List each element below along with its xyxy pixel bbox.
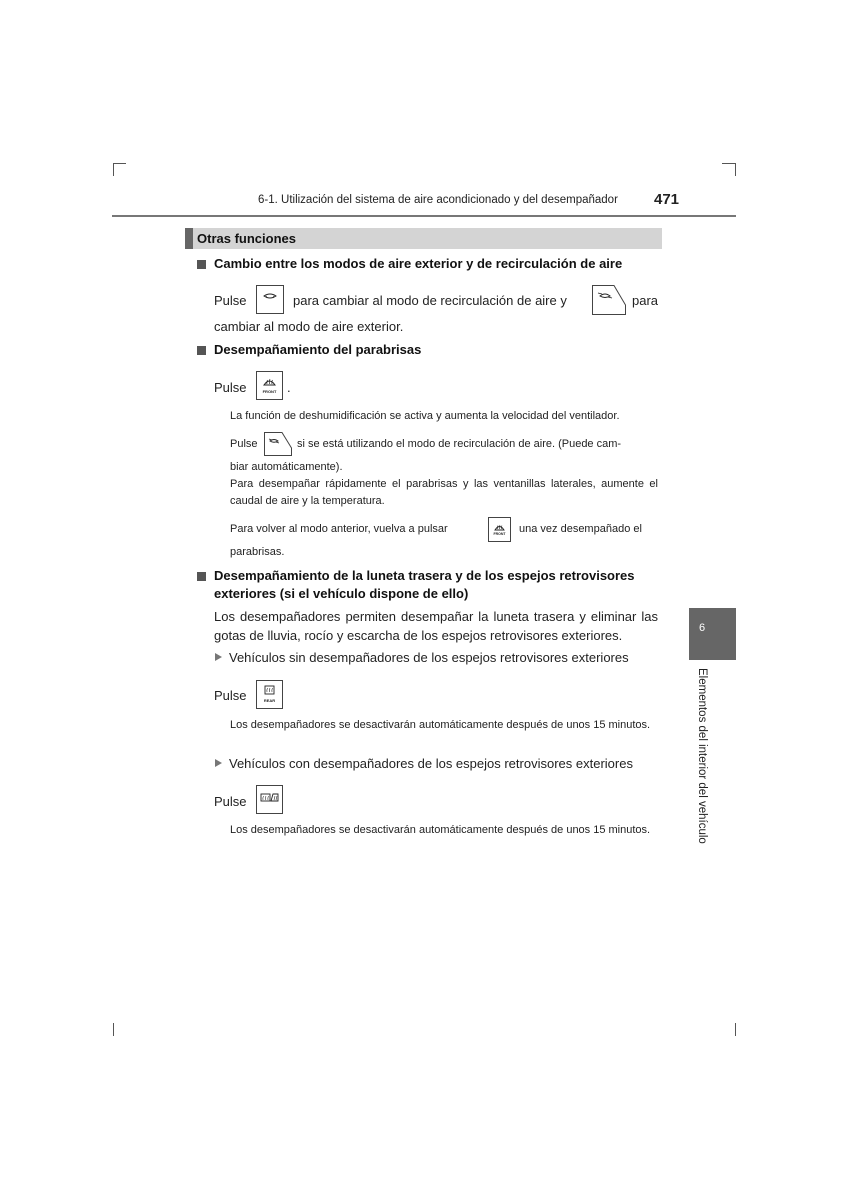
rear-intro: Los desempañadores permiten desempañar la luneta trasera y eliminar las gotas de lluvia, rocío y escarcha de los espejos retrovisores exteriores. bbox=[214, 609, 658, 643]
outside-air-button[interactable] bbox=[592, 285, 626, 315]
chapter-side-label: Elementos del interior del vehículo bbox=[696, 668, 708, 844]
windshield-note-2-line2: biar automáticamente). bbox=[230, 461, 343, 473]
windshield-note-1: La función de deshumidificación se activa y aumenta la velocidad del ventilador. bbox=[230, 410, 620, 422]
chapter-tab bbox=[689, 608, 736, 660]
windshield-note-2-rest: si se está utilizando el modo de recirculación de aire. (Puede cam- bbox=[297, 438, 622, 450]
chapter-number: 6 bbox=[699, 622, 706, 634]
page-number: 471 bbox=[654, 191, 680, 208]
recirculation-icon bbox=[257, 286, 283, 313]
rear-case-1-note: Los desempañadores se desactivarán automáticamente después de unos 15 minutos. bbox=[230, 719, 651, 731]
outside-air-icon bbox=[264, 432, 292, 456]
crop-mark-top-right-h bbox=[722, 163, 735, 164]
rear-case-1-pulse: Pulse bbox=[214, 688, 247, 703]
front-defogger-button-small[interactable] bbox=[488, 517, 511, 542]
header-rule bbox=[112, 215, 736, 217]
windshield-note-4-start: Para volver al modo anterior, vuelva a pulsar bbox=[230, 523, 448, 535]
windshield-note-2-pulse: Pulse bbox=[230, 438, 258, 450]
section-title-bar bbox=[185, 228, 662, 249]
triangle-bullet-icon bbox=[215, 653, 222, 661]
section-title: Otras funciones bbox=[197, 231, 296, 246]
rear-mirror-defogger-icon bbox=[257, 786, 282, 813]
rear-label: REAR bbox=[263, 698, 276, 703]
chapter-section-title: 6-1. Utilización del sistema de aire acondicionado y del desempañador bbox=[258, 194, 618, 206]
air-mode-mid: para cambiar al modo de recirculación de aire y bbox=[293, 293, 567, 308]
square-bullet-icon bbox=[197, 260, 206, 269]
outside-air-icon bbox=[592, 285, 626, 315]
section-title-accent bbox=[185, 228, 193, 249]
triangle-bullet-icon bbox=[215, 759, 222, 767]
square-bullet-icon bbox=[197, 572, 206, 581]
rear-defogger-button[interactable] bbox=[256, 680, 283, 709]
recirculation-button[interactable] bbox=[256, 285, 284, 314]
front-label: FRONT bbox=[493, 532, 506, 536]
rear-case-2-pulse: Pulse bbox=[214, 794, 247, 809]
air-mode-end: para bbox=[632, 293, 659, 308]
rear-case-2-note: Los desempañadores se desactivarán automáticamente después de unos 15 minutos. bbox=[230, 824, 651, 836]
windshield-note-4-end: una vez desempañado el bbox=[519, 523, 642, 535]
heading-rear-defog: Desempañamiento de la luneta trasera y de los espejos retrovisores exteriores (si el vehículo dispone de ello) bbox=[197, 567, 659, 603]
crop-mark-bottom-right bbox=[735, 1023, 736, 1036]
heading-air-mode: Cambio entre los modos de aire exterior y de recirculación de aire bbox=[197, 255, 659, 273]
air-mode-pulse: Pulse bbox=[214, 293, 247, 308]
windshield-note-4-line2: parabrisas. bbox=[230, 546, 285, 558]
air-mode-line2: cambiar al modo de aire exterior. bbox=[214, 319, 404, 334]
rear-case-1-title: Vehículos sin desempañadores de los espejos retrovisores exteriores bbox=[215, 650, 629, 665]
windshield-pulse: Pulse bbox=[214, 380, 247, 395]
square-bullet-icon bbox=[197, 346, 206, 355]
heading-windshield: Desempañamiento del parabrisas bbox=[197, 341, 659, 359]
crop-mark-top-right-v bbox=[735, 163, 736, 176]
windshield-note-3: Para desempañar rápidamente el parabrisas y las ventanillas laterales, aumente el caudal de aire y la temperatura. bbox=[230, 478, 658, 507]
front-defogger-button[interactable] bbox=[256, 371, 283, 400]
outside-air-button-small[interactable] bbox=[264, 432, 292, 456]
rear-case-2-title: Vehículos con desempañadores de los espejos retrovisores exteriores bbox=[215, 756, 633, 771]
crop-mark-top-left-v bbox=[113, 163, 114, 176]
rear-mirror-defogger-button[interactable] bbox=[256, 785, 283, 814]
front-label: FRONT bbox=[262, 389, 277, 394]
crop-mark-bottom-left bbox=[113, 1023, 114, 1036]
crop-mark-top-left-h bbox=[113, 163, 126, 164]
windshield-period: . bbox=[287, 380, 291, 395]
